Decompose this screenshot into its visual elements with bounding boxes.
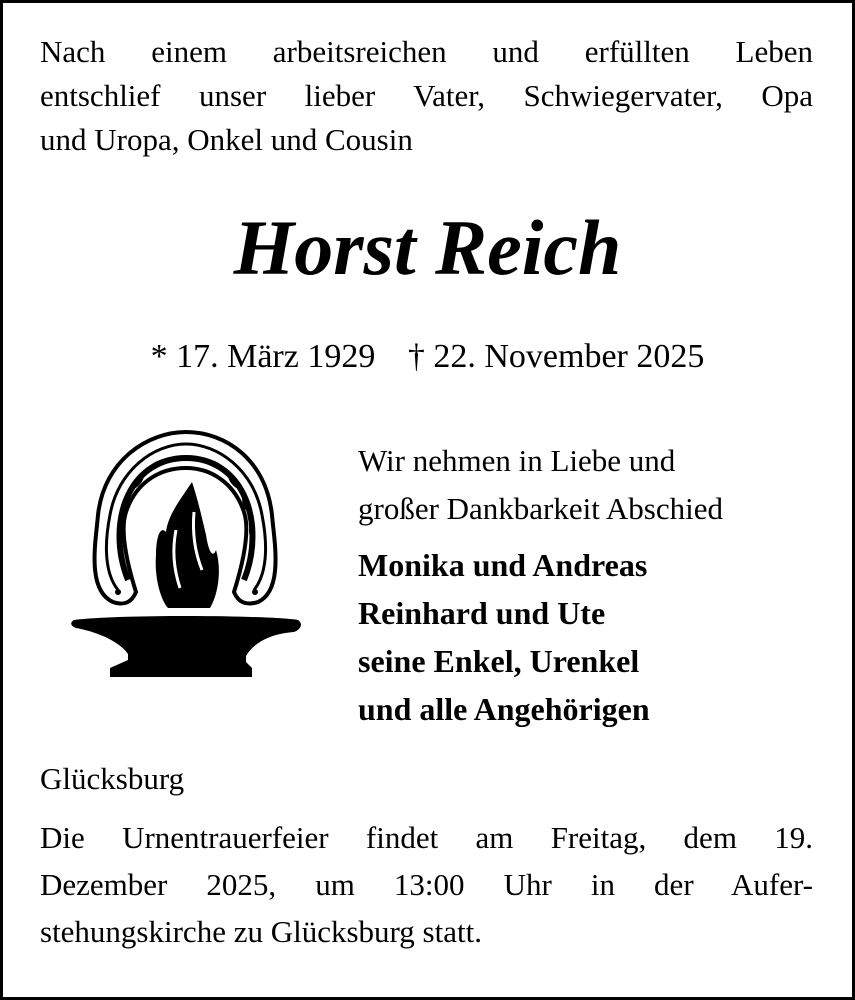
life-dates: [0, 335, 855, 379]
mourner-line: und alle Angehörigen: [358, 691, 650, 727]
farewell-line: großer Dankbarkeit Abschied: [358, 491, 723, 526]
intro-line: Nach einem arbeitsreichen und erfüllten Leben: [40, 34, 813, 69]
farewell-line: Wir nehmen in Liebe und: [358, 443, 676, 478]
announcement-line: Dezember 2025, um 13:00 Uhr in der Aufer-: [40, 867, 813, 902]
announcement-line: Die Urnentrauerfeier findet am Freitag, dem 19.: [40, 820, 813, 855]
mourner-line: seine Enkel, Urenkel: [358, 643, 640, 679]
deceased-name: Horst Reich: [233, 204, 622, 291]
mourner-line: Monika und Andreas: [358, 547, 648, 583]
intro-line: entschlief unser lieber Vater, Schwiegervater, Opa: [40, 78, 813, 113]
intro-line: und Uropa, Onkel und Cousin: [40, 122, 413, 157]
mourner-line: Reinhard und Ute: [358, 595, 606, 631]
farewell-block: [358, 437, 723, 733]
funeral-announcement: [40, 814, 813, 955]
place-name: Glücksburg: [40, 761, 185, 796]
announcement-line: stehungskirche zu Glücksburg statt.: [40, 914, 482, 949]
intro-text: [40, 30, 813, 162]
birth-date: * 17. März 1929: [150, 338, 376, 375]
horseshoe-flame-anvil-icon: [68, 420, 303, 680]
death-date: † 22. November 2025: [407, 338, 705, 375]
